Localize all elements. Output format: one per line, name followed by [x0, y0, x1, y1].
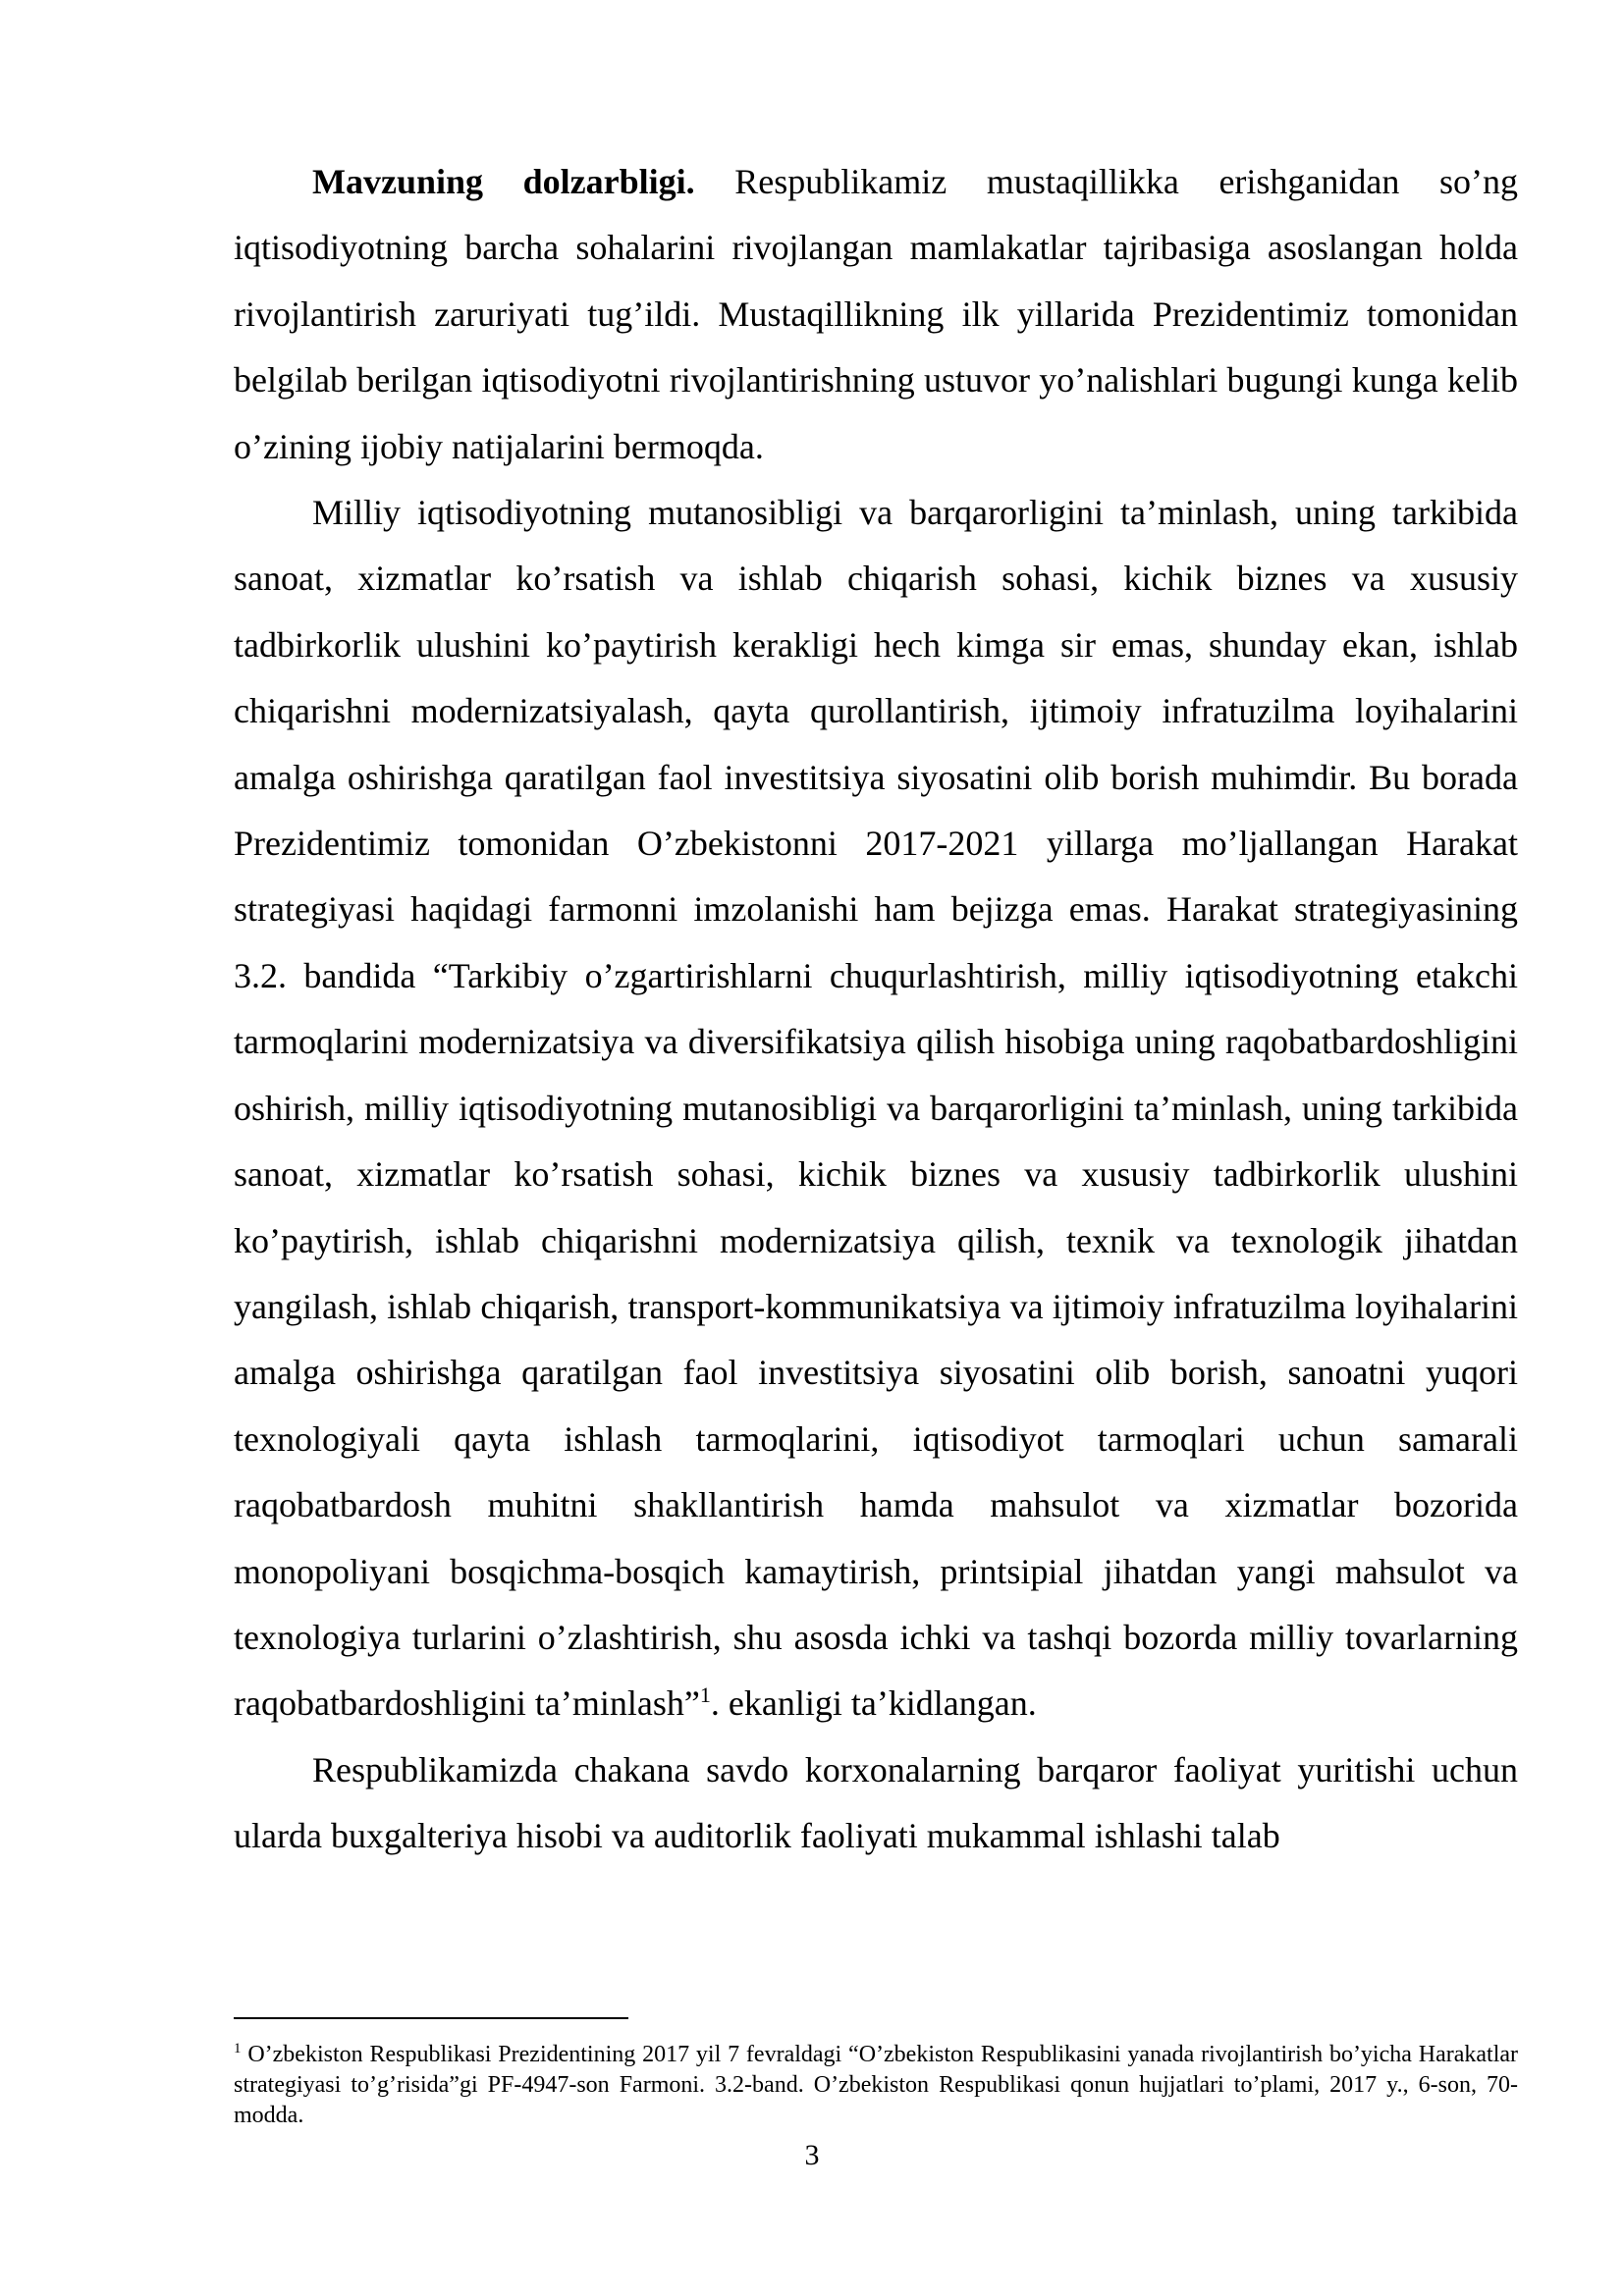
footnote-separator: [234, 2017, 628, 2019]
paragraph-strategy: [234, 480, 1518, 1737]
paragraph-lead-heading: Mavzuning dolzarbligi.: [312, 162, 695, 201]
footnote-marker: 1: [234, 2041, 242, 2056]
paragraph-relevance: [234, 149, 1518, 480]
body-text: [234, 149, 1518, 1870]
footnote-reference[interactable]: 1: [699, 1682, 711, 1708]
paragraph-retail: [234, 1737, 1518, 1870]
footnote-text: O’zbekiston Respublikasi Prezidentining 2017 yil 7 fevraldagi “O’zbekiston Respublikasini yanada rivojlantirish bo’yicha Harakatlar strategiyasi to’g’risida”gi PF-4947-son Farmoni. 3.2-band. O’zbekiston Respublikasi qonun hujjatlari to’plami, 2017 y., 6-son, 70-modda.: [234, 2042, 1518, 2128]
paragraph-text: Respublikamizda chakana savdo korxonalarning barqaror faoliyat yuritishi uchun ularda buxgalteriya hisobi va auditorlik faoliyati mukammal ishlashi talab: [234, 1749, 1518, 1856]
paragraph-text: Milliy iqtisodiyotning mutanosibligi va barqarorligini ta’minlash, uning tarkibida sanoat, xizmatlar ko’rsatish va ishlab chiqarish sohasi, kichik biznes va xususiy tadbirkorlik ulushini ko’paytirish kerakligi hech kimga sir emas, shunday ekan, ishlab chiqarishni modernizatsiyalash, qayta qurollantirish, ijtimoiy infratuzilma loyihalarini amalga oshirishga qaratilgan faol investitsiya siyosatini olib borish muhimdir. Bu borada Prezidentimiz tomonidan O’zbekistonni 2017-2021 yillarga mo’ljallangan Harakat strategiyasi haqidagi farmonni imzolanishi ham bejizga emas. Harakat strategiyasining 3.2. bandida “Tarkibiy o’zgartirishlarni chuqurlashtirish, milliy iqtisodiyotning etakchi tarmoqlarini modernizatsiya va diversifikatsiya qilish hisobiga uning raqobatbardoshligini oshirish, milliy iqtisodiyotning mutanosibligi va barqarorligini ta’minlash, uning tarkibida sanoat, xizmatlar ko’rsatish sohasi, kichik biznes va xususiy tadbirkorlik ulushini ko’paytirish, ishlab chiqarishni modernizatsiya qilish, texnik va texnologik jihatdan yangilash, ishlab chiqarish, transport-kommunikatsiya va ijtimoiy infratuzilma loyihalarini amalga oshirishga qaratilgan faol investitsiya siyosatini olib borish, sanoatni yuqori texnologiyali qayta ishlash tarmoqlarini, iqtisodiyot tarmoqlari uchun samarali raqobatbardosh muhitni shakllantirish hamda mahsulot va xizmatlar bozorida monopoliyani bosqichma-bosqich kamaytirish, printsipial jihatdan yangi mahsulot va texnologiya turlarini o’zlashtirish, shu asosda ichki va tashqi bozorda milliy tovarlarning raqobatbardoshligini ta’minlash”: [234, 493, 1518, 1724]
page-number: 3: [804, 2139, 820, 2171]
paragraph-text: . ekanligi ta’kidlangan.: [710, 1683, 1037, 1724]
footnote: [234, 2040, 1518, 2131]
paragraph-text: Respublikamiz mustaqillikka erishganidan so’ng iqtisodiyotning barcha sohalarini rivojlangan mamlakatlar tajribasiga asoslangan holda rivojlantirish zaruriyati tug’ildi. Mustaqillikning ilk yillarida Prezidentimiz tomonidan belgilab berilgan iqtisodiyotni rivojlantirishning ustuvor yo’nalishlari bugungi kunga kelib o’zining ijobiy natijalarini bermoqda.: [234, 162, 1518, 466]
footnote-entry: [234, 2040, 1518, 2131]
